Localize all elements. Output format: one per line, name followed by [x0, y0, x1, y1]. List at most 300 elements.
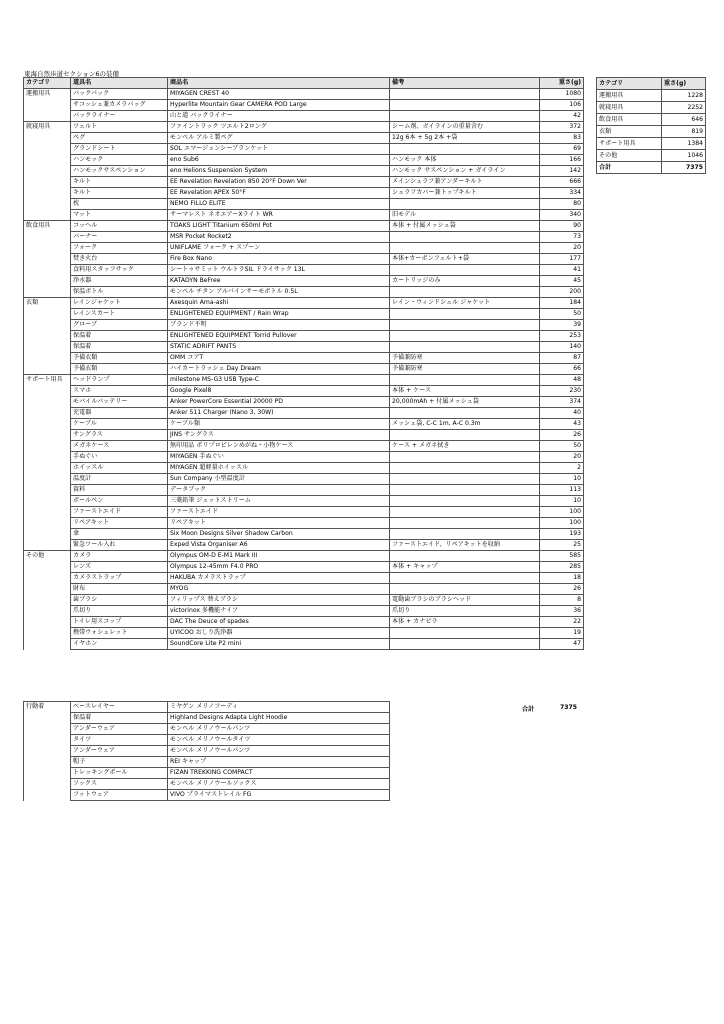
- sheet-title: 東海自然歩道セクション6の装備: [24, 70, 120, 78]
- table-row: [24, 408, 584, 419]
- weight-cell: 200: [540, 287, 584, 298]
- note-cell: [390, 265, 540, 276]
- weight-cell: 142: [540, 166, 584, 177]
- note-cell: [390, 485, 540, 496]
- product-cell: Anker 511 Charger (Nano 3, 30W): [168, 408, 390, 419]
- item-cell: 予備衣類: [71, 364, 168, 375]
- note-cell: 本体+カーボンフェルト+袋: [390, 254, 540, 265]
- item-cell: ソックス: [71, 779, 168, 790]
- note-cell: [390, 408, 540, 419]
- weight-cell: 80: [540, 199, 584, 210]
- note-cell: [390, 144, 540, 155]
- product-cell: リペアキット: [168, 518, 390, 529]
- weight-cell: 230: [540, 386, 584, 397]
- item-cell: 携帯ウォシュレット: [71, 628, 168, 639]
- note-cell: 電動歯ブラシのブラシヘッド: [390, 595, 540, 606]
- weight-cell: 90: [540, 221, 584, 232]
- item-cell: ベースレイヤー: [71, 702, 168, 713]
- product-cell: EE Revelation APEX 50°F: [168, 188, 390, 199]
- product-cell: FIZAN TREKKING COMPACT: [168, 768, 390, 779]
- product-cell: ハイカートラッシュ Day Dream: [168, 364, 390, 375]
- product-cell: モンベル メリノウールパンツ: [168, 746, 390, 757]
- item-cell: 保温着: [71, 331, 168, 342]
- item-cell: 帽子: [71, 757, 168, 768]
- note-cell: [390, 111, 540, 122]
- weight-cell: 193: [540, 529, 584, 540]
- weight-cell: 22: [540, 617, 584, 628]
- item-cell: ハンモックサスペンション: [71, 166, 168, 177]
- table-row: [24, 474, 584, 485]
- weight-cell: 8: [540, 595, 584, 606]
- table-row: [24, 188, 584, 199]
- note-cell: 本体 + キャップ: [390, 562, 540, 573]
- product-cell: ENLIGHTENED EQUIPMENT / Rain Wrap: [168, 309, 390, 320]
- item-cell: イヤホン: [71, 639, 168, 650]
- note-cell: [390, 331, 540, 342]
- note-cell: 本体 + ケース: [390, 386, 540, 397]
- table-row: [24, 595, 584, 606]
- item-cell: フォーク: [71, 243, 168, 254]
- weight-cell: 100: [540, 507, 584, 518]
- weight-cell: 253: [540, 331, 584, 342]
- note-cell: [390, 463, 540, 474]
- header-item: 道具名: [71, 78, 168, 89]
- note-cell: ファーストエイド、リペアキットを収納: [390, 540, 540, 551]
- note-cell: [390, 529, 540, 540]
- product-cell: モンベル チタン アルパインサーモボトル 0.5L: [168, 287, 390, 298]
- product-cell: フィリップス 替えブラシ: [168, 595, 390, 606]
- summary-category-cell: その他: [597, 150, 662, 162]
- table-row: [24, 463, 584, 474]
- product-cell: MYOG: [168, 584, 390, 595]
- note-cell: シーム剤、ガイラインの重量含む: [390, 122, 540, 133]
- weight-cell: 374: [540, 397, 584, 408]
- item-cell: ペグ: [71, 133, 168, 144]
- item-cell: スマホ: [71, 386, 168, 397]
- item-cell: タイツ: [71, 735, 168, 746]
- header-product: 商品名: [168, 78, 390, 89]
- weight-cell: 42: [540, 111, 584, 122]
- note-cell: 爪切り: [390, 606, 540, 617]
- header-weight: 重さ(g): [540, 78, 584, 89]
- note-cell: [390, 375, 540, 386]
- table-row: [24, 724, 390, 735]
- item-cell: 保温ボトル: [71, 287, 168, 298]
- weight-cell: 41: [540, 265, 584, 276]
- item-cell: アンダーウェア: [71, 724, 168, 735]
- weight-cell: 48: [540, 375, 584, 386]
- table-row: [24, 562, 584, 573]
- product-cell: モンベル メリノウールタイツ: [168, 735, 390, 746]
- item-cell: ハンモック: [71, 155, 168, 166]
- item-cell: 爪切り: [71, 606, 168, 617]
- note-cell: 予備兼防寒: [390, 364, 540, 375]
- table-row: [24, 89, 584, 100]
- weight-cell: 36: [540, 606, 584, 617]
- weight-cell: 340: [540, 210, 584, 221]
- product-cell: ファイントラック ツエルト2ロング: [168, 122, 390, 133]
- table-row: [24, 320, 584, 331]
- table-row: [24, 713, 390, 724]
- product-cell: ファーストエイド: [168, 507, 390, 518]
- product-cell: Axesquin Ama-ashi: [168, 298, 390, 309]
- note-cell: [390, 496, 540, 507]
- item-cell: トレッキングポール: [71, 768, 168, 779]
- item-cell: 焚き火台: [71, 254, 168, 265]
- table-row: [24, 342, 584, 353]
- weight-cell: 66: [540, 364, 584, 375]
- item-cell: レインジャケット: [71, 298, 168, 309]
- summary-category-cell: 衣類: [597, 126, 662, 138]
- table-row: [24, 507, 584, 518]
- product-cell: Exped Vista Organiser A6: [168, 540, 390, 551]
- item-cell: 予備衣類: [71, 353, 168, 364]
- note-cell: [390, 100, 540, 111]
- weight-cell: 100: [540, 518, 584, 529]
- product-cell: SOL エマージェンシーブランケット: [168, 144, 390, 155]
- weight-cell: 285: [540, 562, 584, 573]
- summary-row: [597, 114, 706, 126]
- product-cell: milestone MS-G3 USB Type-C: [168, 375, 390, 386]
- summary-row: [597, 126, 706, 138]
- item-cell: カメラ: [71, 551, 168, 562]
- table-row: [24, 221, 584, 232]
- weight-cell: 20: [540, 452, 584, 463]
- item-cell: キルト: [71, 188, 168, 199]
- category-cell: 就寝用具: [24, 122, 71, 221]
- table-row: [24, 199, 584, 210]
- weight-cell: 26: [540, 430, 584, 441]
- table-row: [24, 573, 584, 584]
- item-cell: コッヘル: [71, 221, 168, 232]
- note-cell: [390, 551, 540, 562]
- table-row: [24, 298, 584, 309]
- note-cell: ハンモック 本体: [390, 155, 540, 166]
- product-cell: MIYAGEN CREST 40: [168, 89, 390, 100]
- table-row: [24, 254, 584, 265]
- summary-row: [597, 150, 706, 162]
- table-row: [24, 265, 584, 276]
- product-cell: Fire Box Nano: [168, 254, 390, 265]
- weight-cell: 45: [540, 276, 584, 287]
- summary-total-row: [597, 162, 706, 174]
- category-cell: 飲食用具: [24, 221, 71, 298]
- item-cell: 充電器: [71, 408, 168, 419]
- note-cell: レイン・ウィンドシェル ジャケット: [390, 298, 540, 309]
- note-cell: [390, 474, 540, 485]
- product-cell: victorinox 多機能ナイフ: [168, 606, 390, 617]
- table-row: [24, 757, 390, 768]
- product-cell: ブランド不明: [168, 320, 390, 331]
- table-row: [24, 375, 584, 386]
- weight-cell: 177: [540, 254, 584, 265]
- grand-total-label: 合計: [522, 706, 535, 713]
- product-cell: シートゥサミット ウルトラSIL ドライサック 13L: [168, 265, 390, 276]
- weight-cell: 87: [540, 353, 584, 364]
- product-cell: 三菱鉛筆 ジェットストリーム: [168, 496, 390, 507]
- table-row: [24, 790, 390, 801]
- table-row: [24, 606, 584, 617]
- note-cell: [390, 452, 540, 463]
- item-cell: 温度計: [71, 474, 168, 485]
- item-cell: サングラス: [71, 430, 168, 441]
- item-cell: カメラストラップ: [71, 573, 168, 584]
- summary-category-cell: 飲食用具: [597, 114, 662, 126]
- table-row: [24, 540, 584, 551]
- item-cell: ホイッスル: [71, 463, 168, 474]
- note-cell: ケース + メガネ拭き: [390, 441, 540, 452]
- product-cell: REI キャップ: [168, 757, 390, 768]
- table-row: [24, 551, 584, 562]
- product-cell: OMM コアT: [168, 353, 390, 364]
- note-cell: [390, 639, 540, 650]
- item-cell: アンダーウェア: [71, 746, 168, 757]
- summary-weight-cell: 819: [662, 126, 706, 138]
- product-cell: STATIC ADRIFT PANTS: [168, 342, 390, 353]
- note-cell: [390, 430, 540, 441]
- item-cell: サコッシュ兼カメラバッグ: [71, 100, 168, 111]
- product-cell: 山と道 バックライナー: [168, 111, 390, 122]
- table-row: [24, 122, 584, 133]
- summary-row: [597, 138, 706, 150]
- table-row: [24, 386, 584, 397]
- table-row: [24, 452, 584, 463]
- note-cell: [390, 243, 540, 254]
- weight-cell: 2: [540, 463, 584, 474]
- weight-cell: 1080: [540, 89, 584, 100]
- weight-cell: 140: [540, 342, 584, 353]
- item-cell: フットウェア: [71, 790, 168, 801]
- weight-cell: 83: [540, 133, 584, 144]
- table-row: [24, 529, 584, 540]
- table-row: [24, 628, 584, 639]
- item-cell: 保温着: [71, 342, 168, 353]
- note-cell: [390, 507, 540, 518]
- weight-cell: 334: [540, 188, 584, 199]
- summary-header: [597, 78, 706, 90]
- summary-category-cell: 就寝用具: [597, 102, 662, 114]
- product-cell: Olympus 12-45mm F4.0 PRO: [168, 562, 390, 573]
- summary-weight-cell: 2252: [662, 102, 706, 114]
- table-row: [24, 518, 584, 529]
- note-cell: ハンモック サスペンション + ガイライン: [390, 166, 540, 177]
- item-cell: バックパック: [71, 89, 168, 100]
- weight-cell: 40: [540, 408, 584, 419]
- note-cell: カートリッジのみ: [390, 276, 540, 287]
- note-cell: 本体 + 付属メッシュ袋: [390, 221, 540, 232]
- product-cell: NEMO FILLO ELITE: [168, 199, 390, 210]
- header-note: 備考: [390, 78, 540, 89]
- summary-row: [597, 102, 706, 114]
- summary-header-category: カテゴリ: [597, 78, 662, 90]
- product-cell: サーマレスト ネオエアーXライト WR: [168, 210, 390, 221]
- summary-row: [597, 90, 706, 102]
- weight-cell: 10: [540, 496, 584, 507]
- item-cell: 財布: [71, 584, 168, 595]
- product-cell: MIYAGEN 超軽量ホイッスル: [168, 463, 390, 474]
- product-cell: MSR Pocket Rocket2: [168, 232, 390, 243]
- product-cell: Highland Designs Adapta Light Hoodie: [168, 713, 390, 724]
- gear-table-header: [24, 78, 584, 89]
- weight-cell: 19: [540, 628, 584, 639]
- table-row: [24, 768, 390, 779]
- weight-cell: 25: [540, 540, 584, 551]
- product-cell: MIYAGEN 手ぬぐい: [168, 452, 390, 463]
- product-cell: Google Pixel8: [168, 386, 390, 397]
- summary-table: [596, 77, 706, 174]
- product-cell: ENLIGHTENED EQUIPMENT Torrid Pullover: [168, 331, 390, 342]
- product-cell: UYICOO おしり洗浄器: [168, 628, 390, 639]
- item-cell: マット: [71, 210, 168, 221]
- weight-cell: 26: [540, 584, 584, 595]
- table-row: [24, 735, 390, 746]
- product-cell: eno Helions Suspension System: [168, 166, 390, 177]
- category-cell: 衣類: [24, 298, 71, 375]
- category-cell: 運搬用具: [24, 89, 71, 122]
- table-row: [24, 779, 390, 790]
- weight-cell: 585: [540, 551, 584, 562]
- product-cell: モンベル メリノウールソックス: [168, 779, 390, 790]
- note-cell: 本体 + カナビラ: [390, 617, 540, 628]
- item-cell: ボールペン: [71, 496, 168, 507]
- item-cell: モバイルバッテリー: [71, 397, 168, 408]
- note-cell: [390, 573, 540, 584]
- summary-weight-cell: 1228: [662, 90, 706, 102]
- product-cell: KATADYN BeFree: [168, 276, 390, 287]
- table-row: [24, 419, 584, 430]
- table-row: [24, 287, 584, 298]
- product-cell: VIVO プライマストレイル FG: [168, 790, 390, 801]
- table-row: [24, 309, 584, 320]
- product-cell: モンベル アルミ製ペグ: [168, 133, 390, 144]
- weight-cell: 50: [540, 441, 584, 452]
- item-cell: 緊急ツール入れ: [71, 540, 168, 551]
- table-row: [24, 485, 584, 496]
- item-cell: 食料用スタッフサック: [71, 265, 168, 276]
- item-cell: ケーブル: [71, 419, 168, 430]
- weight-cell: 39: [540, 320, 584, 331]
- table-row: [24, 353, 584, 364]
- product-cell: Six Moon Designs Silver Shadow Carbon: [168, 529, 390, 540]
- table-row: [24, 331, 584, 342]
- note-cell: [390, 320, 540, 331]
- item-cell: 傘: [71, 529, 168, 540]
- table-row: [24, 232, 584, 243]
- note-cell: [390, 342, 540, 353]
- table-row: [24, 210, 584, 221]
- table-row: [24, 702, 390, 713]
- item-cell: 歯ブラシ: [71, 595, 168, 606]
- product-cell: モンベル メリノウールパンツ: [168, 724, 390, 735]
- weight-cell: 18: [540, 573, 584, 584]
- item-cell: トイレ用スコップ: [71, 617, 168, 628]
- gear-table: [23, 77, 584, 650]
- weight-cell: 10: [540, 474, 584, 485]
- weight-cell: 50: [540, 309, 584, 320]
- weight-cell: 666: [540, 177, 584, 188]
- item-cell: リペアキット: [71, 518, 168, 529]
- note-cell: メインシュラフ兼アンダーキルト: [390, 177, 540, 188]
- table-row: [24, 584, 584, 595]
- product-cell: データブック: [168, 485, 390, 496]
- weight-cell: 47: [540, 639, 584, 650]
- note-cell: [390, 584, 540, 595]
- note-cell: [390, 89, 540, 100]
- weight-cell: 372: [540, 122, 584, 133]
- item-cell: グローブ: [71, 320, 168, 331]
- note-cell: シュラフカバー兼トップキルト: [390, 188, 540, 199]
- table-row: [24, 430, 584, 441]
- product-cell: HAKUBA カメラストラップ: [168, 573, 390, 584]
- table-row: [24, 397, 584, 408]
- summary-category-cell: サポート用具: [597, 138, 662, 150]
- item-cell: 浄水器: [71, 276, 168, 287]
- table-row: [24, 746, 390, 757]
- table-row: [24, 166, 584, 177]
- note-cell: [390, 309, 540, 320]
- item-cell: 保温着: [71, 713, 168, 724]
- note-cell: 旧モデル: [390, 210, 540, 221]
- item-cell: 手ぬぐい: [71, 452, 168, 463]
- product-cell: EE Revelation Revelation 850 20°F Down Ver: [168, 177, 390, 188]
- table-row: [24, 243, 584, 254]
- table-row: [24, 639, 584, 650]
- item-cell: ヘッドランプ: [71, 375, 168, 386]
- summary-weight-cell: 1046: [662, 150, 706, 162]
- category-cell: その他: [24, 551, 71, 650]
- note-cell: [390, 628, 540, 639]
- summary-total-value: 7375: [662, 162, 706, 174]
- weight-cell: 43: [540, 419, 584, 430]
- product-cell: ケーブル類: [168, 419, 390, 430]
- table-row: [24, 111, 584, 122]
- item-cell: レンズ: [71, 562, 168, 573]
- product-cell: Olympus OM-D E-M1 Mark III: [168, 551, 390, 562]
- item-cell: ファーストエイド: [71, 507, 168, 518]
- weight-cell: 69: [540, 144, 584, 155]
- category-cell: 行動着: [24, 702, 71, 801]
- summary-header-weight: 重さ(g): [662, 78, 706, 90]
- item-cell: 資料: [71, 485, 168, 496]
- weight-cell: 106: [540, 100, 584, 111]
- product-cell: DAC The Deuce of spades: [168, 617, 390, 628]
- note-cell: 12g 6本 + 5g 2本 +袋: [390, 133, 540, 144]
- note-cell: 20,000mAh + 付属メッシュ袋: [390, 397, 540, 408]
- table-row: [24, 177, 584, 188]
- item-cell: バックライナー: [71, 111, 168, 122]
- note-cell: 予備兼防寒: [390, 353, 540, 364]
- table-row: [24, 364, 584, 375]
- table-row: [24, 133, 584, 144]
- product-cell: TOAKS LIGHT Titanium 650ml Pot: [168, 221, 390, 232]
- weight-cell: 20: [540, 243, 584, 254]
- table-row: [24, 496, 584, 507]
- summary-total-label: 合計: [597, 162, 662, 174]
- item-cell: ツェルト: [71, 122, 168, 133]
- item-cell: メガネケース: [71, 441, 168, 452]
- product-cell: eno Sub6: [168, 155, 390, 166]
- product-cell: UNIFLAME フォーク + スプーン: [168, 243, 390, 254]
- note-cell: [390, 199, 540, 210]
- table-row: [24, 441, 584, 452]
- item-cell: キルト: [71, 177, 168, 188]
- product-cell: Anker PowerCore Essential 20000 PD: [168, 397, 390, 408]
- weight-cell: 113: [540, 485, 584, 496]
- table-row: [24, 144, 584, 155]
- product-cell: ミヤゲン メリノフーディ: [168, 702, 390, 713]
- product-cell: Hyperlite Mountain Gear CAMERA POD Large: [168, 100, 390, 111]
- note-cell: [390, 287, 540, 298]
